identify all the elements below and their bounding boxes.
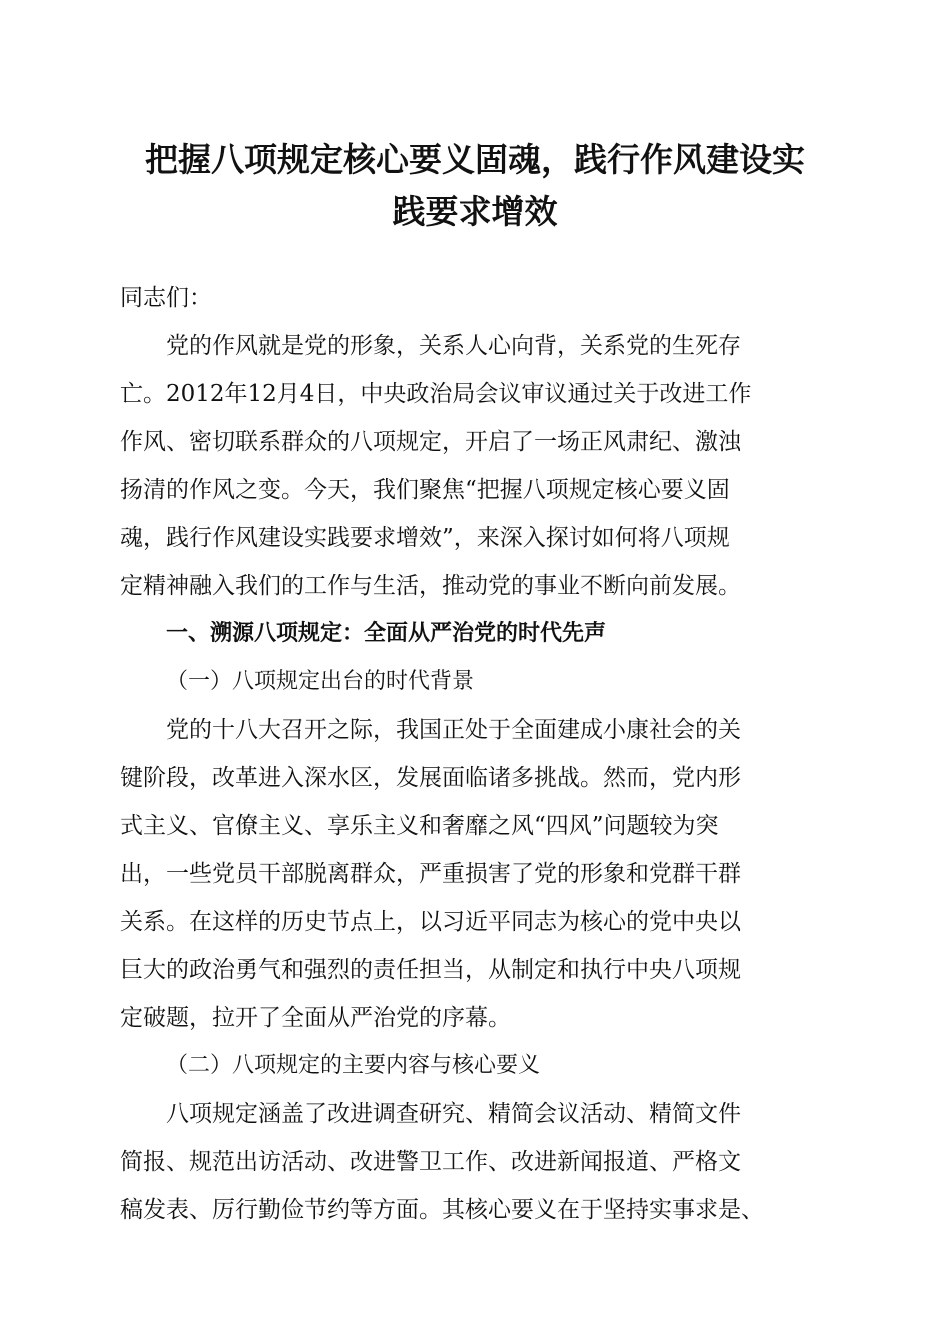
intro-line: 定精神融入我们的工作与生活，推动党的事业不断向前发展。 [120,573,741,599]
paragraph-line: 关系。在这样的历史节点上，以习近平同志为核心的党中央以 [120,909,741,935]
intro-line: 亡。2012年12月4日，中央政治局会议审议通过关于改进工作 [120,381,752,407]
subsection-2-heading: （二）八项规定的主要内容与核心要义 [166,1053,541,1078]
section-1-heading: 一、溯源八项规定：全面从严治党的时代先声 [166,621,607,646]
greeting: 同志们： [120,285,212,311]
title-line-2: 践要求增效 [392,192,558,231]
paragraph-line: 式主义、官僚主义、享乐主义和奢靡之风“四风”问题较为突 [120,813,719,839]
paragraph-line: 简报、规范出访活动、改进警卫工作、改进新闻报道、严格文 [120,1149,741,1175]
paragraph-line: 巨大的政治勇气和强烈的责任担当，从制定和执行中央八项规 [120,957,741,983]
subsection-2-paragraph [120,1090,824,1234]
paragraph-line: 稿发表、厉行勤俭节约等方面。其核心要义在于坚持实事求是、 [120,1197,764,1223]
intro-line: 魂，践行作风建设实践要求增效”，来深入探讨如何将八项规 [120,525,730,551]
document-body [120,274,824,1234]
intro-line: 党的作风就是党的形象，关系人心向背，关系党的生死存 [166,333,741,359]
paragraph-line: 八项规定涵盖了改进调查研究、精简会议活动、精简文件 [166,1101,741,1127]
paragraph-line: 定破题，拉开了全面从严治党的序幕。 [120,1005,511,1031]
paragraph-line: 党的十八大召开之际，我国正处于全面建成小康社会的关 [166,717,741,743]
paragraph-line: 键阶段，改革进入深水区，发展面临诸多挑战。然而，党内形 [120,765,741,791]
subsection-1-heading: （一）八项规定出台的时代背景 [166,669,475,694]
title-line-1: 把握八项规定核心要义固魂，践行作风建设实 [145,140,805,179]
intro-line: 作风、密切联系群众的八项规定，开启了一场正风肃纪、激浊 [120,429,741,455]
intro-line: 扬清的作风之变。今天，我们聚焦“把握八项规定核心要义固 [120,477,730,503]
intro-paragraph [120,322,824,610]
paragraph-line: 出，一些党员干部脱离群众，严重损害了党的形象和党群干群 [120,861,741,887]
document-title [110,134,840,238]
subsection-1-paragraph [120,706,824,1042]
